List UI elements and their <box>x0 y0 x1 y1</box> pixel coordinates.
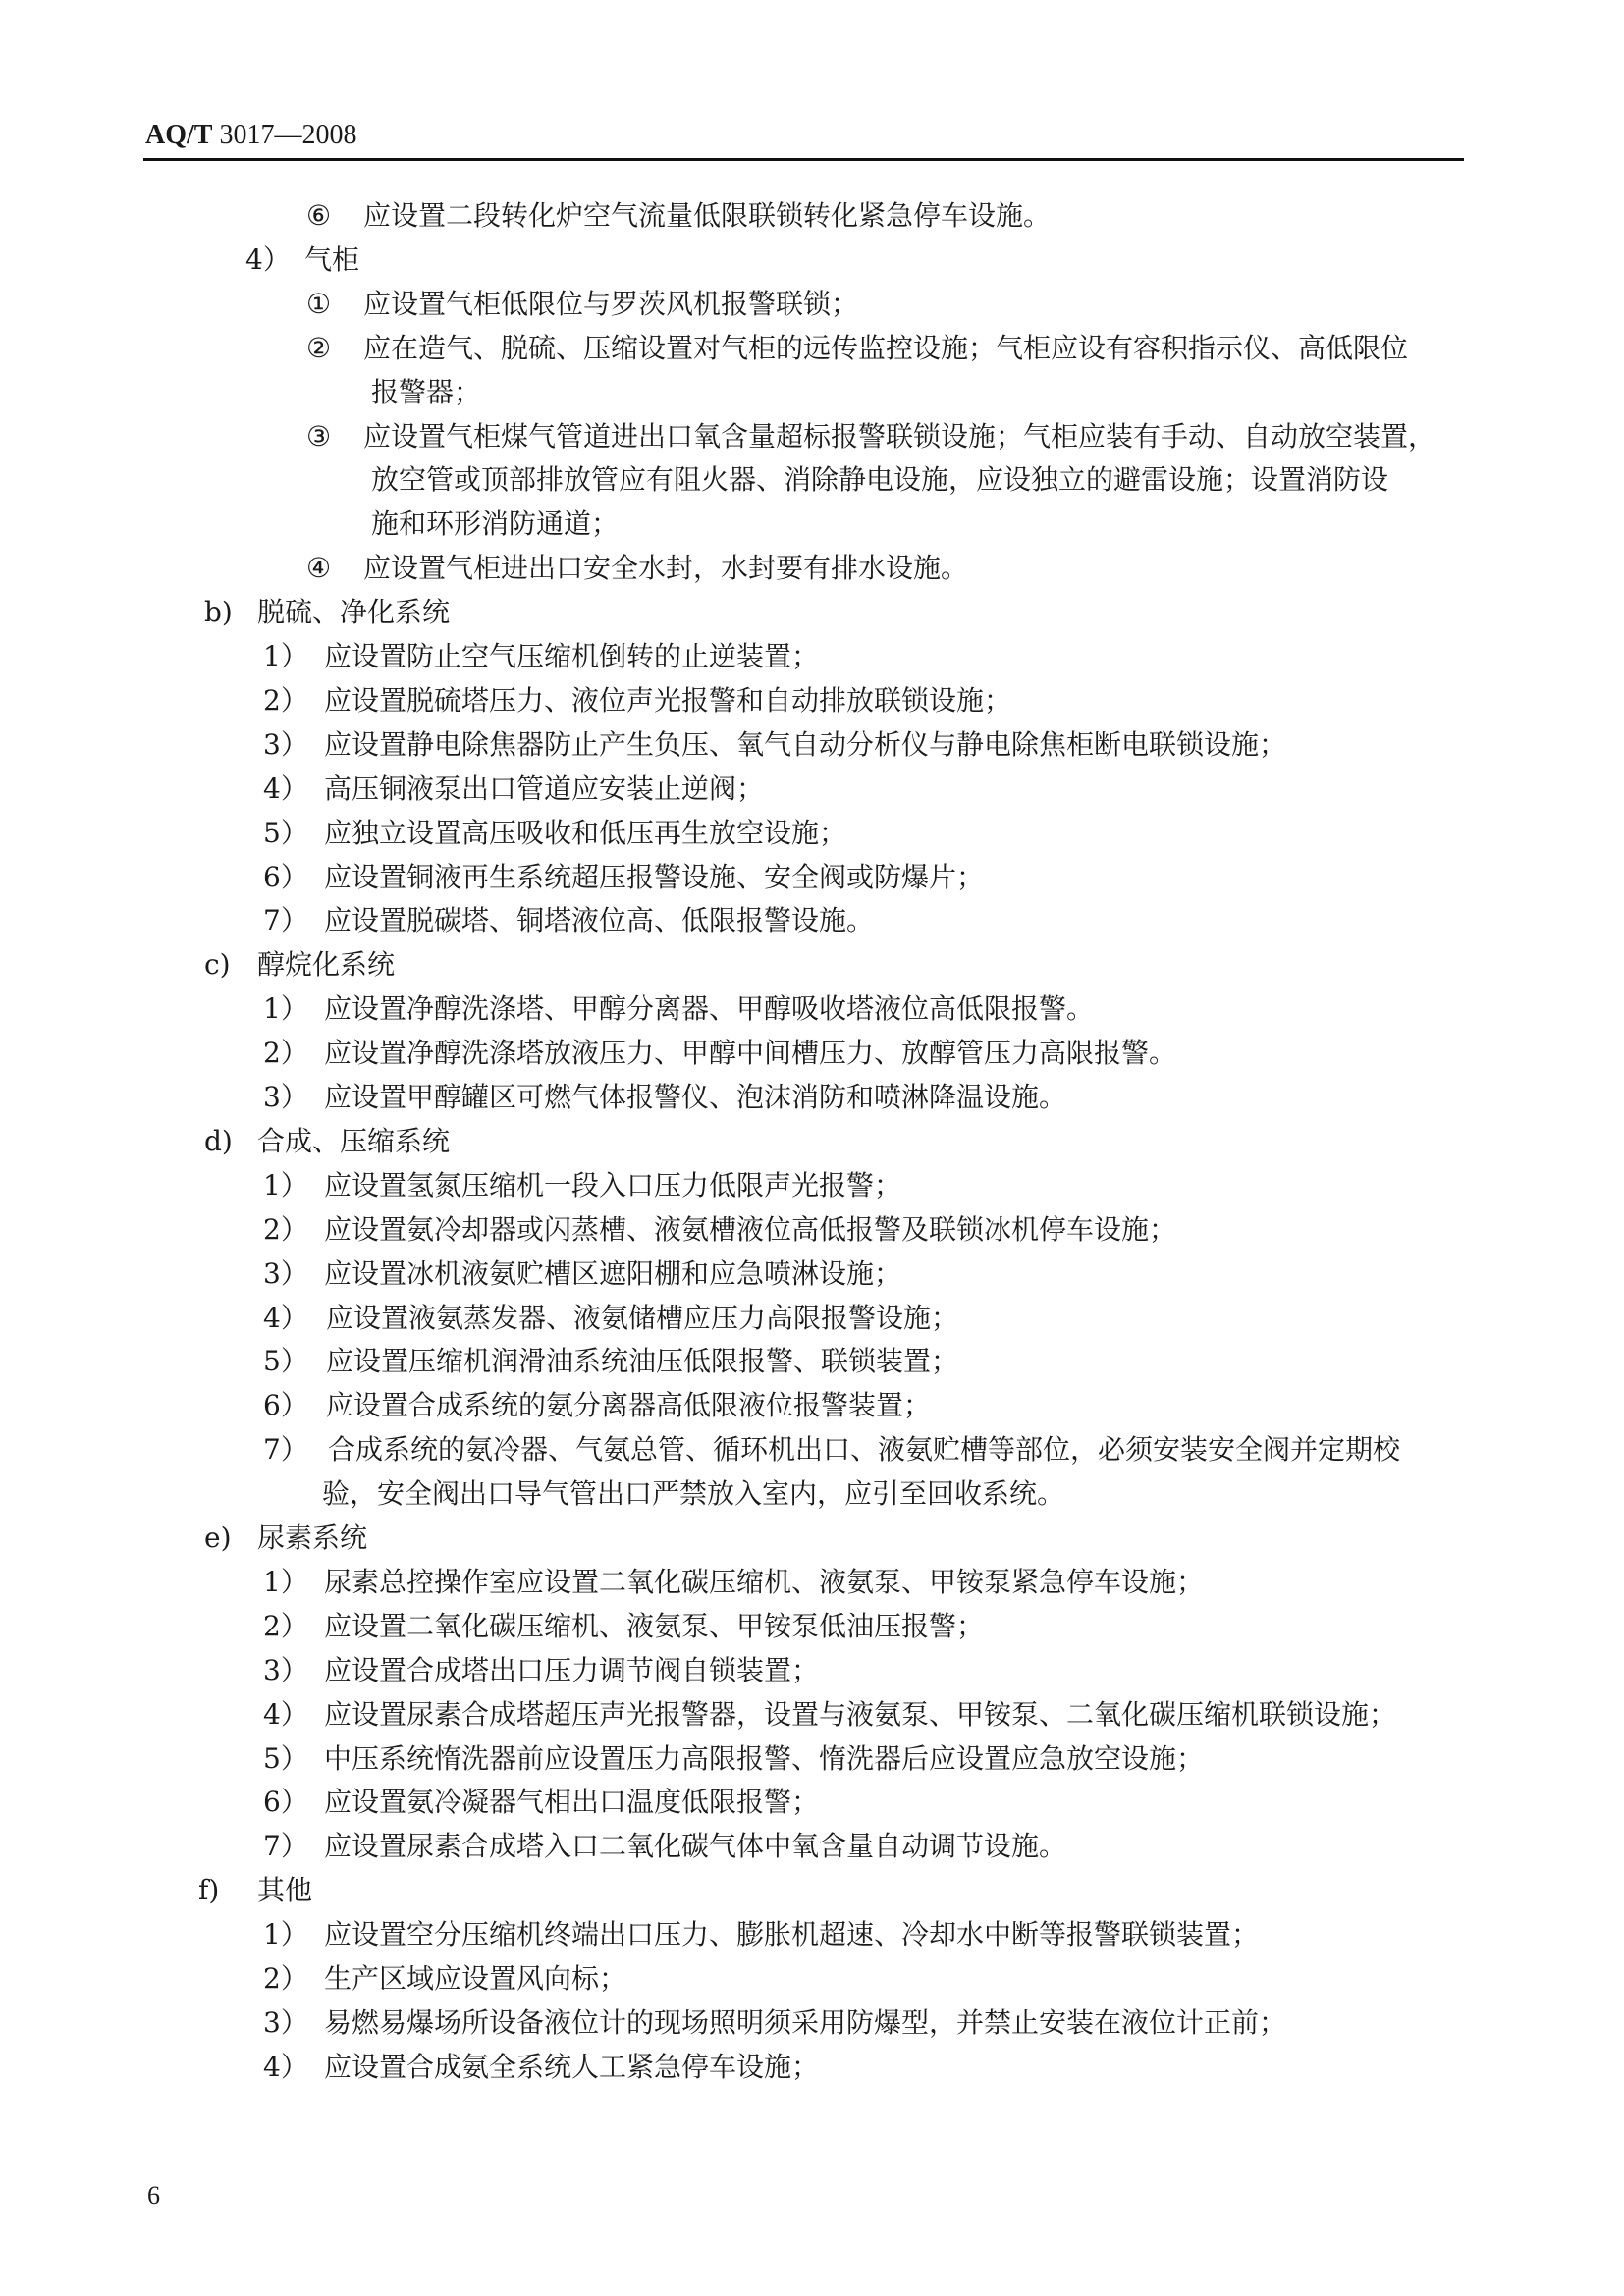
list-item-text: 应设置气柜煤气管道进出口氧含量超标报警联锁设施；气柜应装有手动、自动放空装置， <box>363 420 1436 453</box>
list-marker: 2） <box>263 1213 308 1246</box>
list-item-text: 施和环形消防通道； <box>371 507 620 540</box>
list-item-text: 应设置氢氮压缩机一段入口压力低限声光报警； <box>324 1169 902 1201</box>
page-number: 6 <box>147 2181 160 2210</box>
list-item-text: 应设置空分压缩机终端出口压力、膨胀机超速、冷却水中断等报警联锁装置； <box>324 1918 1260 1950</box>
list-item-text: 应设置防止空气压缩机倒转的止逆装置； <box>324 640 820 672</box>
list-marker: 4） <box>245 243 291 276</box>
list-marker: e) <box>204 1522 232 1554</box>
list-item-text: 尿素总控操作室应设置二氧化碳压缩机、液氨泵、甲铵泵紧急停车设施； <box>324 1566 1205 1598</box>
list-item-text: 应设置气柜进出口安全水封，水封要有排水设施。 <box>363 552 969 584</box>
list-item-text: 应设置液氨蒸发器、液氨储槽应压力高限报警设施； <box>326 1302 959 1334</box>
list-marker: b) <box>204 596 233 628</box>
standard-code: AQ/T <box>145 120 213 150</box>
list-marker: 4） <box>263 1698 308 1731</box>
list-marker: 3） <box>263 1081 308 1113</box>
document-header <box>145 120 356 151</box>
list-item-text: 尿素系统 <box>257 1522 368 1554</box>
list-item-text: 报警器； <box>371 376 482 408</box>
list-marker: 5） <box>263 1742 308 1775</box>
list-marker: f) <box>198 1874 220 1906</box>
standard-number: 3017—2008 <box>219 120 357 150</box>
list-item-text: 气柜 <box>304 243 360 276</box>
header-rule <box>143 158 1464 161</box>
list-item-text: 应设置气柜低限位与罗茨风机报警联锁； <box>363 288 859 320</box>
list-item-text: 脱硫、净化系统 <box>257 596 451 628</box>
list-item-text: 应设置二氧化碳压缩机、液氨泵、甲铵泵低油压报警； <box>324 1610 985 1642</box>
list-item-text: 应在造气、脱硫、压缩设置对气柜的远传监控设施；气柜应设有容积指示仪、高低限位 <box>363 332 1409 364</box>
list-marker: 7） <box>263 904 308 936</box>
list-item-text: 应设置氨冷凝器气相出口温度低限报警； <box>324 1786 820 1818</box>
list-marker: 4） <box>263 2051 308 2083</box>
list-marker: 4） <box>263 1302 308 1334</box>
list-marker: 6） <box>263 1786 308 1818</box>
list-marker: 1） <box>263 1169 308 1201</box>
list-item-text: 应设置脱碳塔、铜塔液位高、低限报警设施。 <box>324 904 875 936</box>
list-item-text: 高压铜液泵出口管道应安装止逆阀； <box>324 773 765 805</box>
list-marker: ① <box>306 288 332 320</box>
list-marker: ④ <box>306 552 332 584</box>
list-item-text: 应设置净醇洗涤塔放液压力、甲醇中间槽压力、放醇管压力高限报警。 <box>324 1037 1177 1069</box>
list-marker: 6） <box>263 1389 308 1421</box>
list-marker: 7） <box>263 1433 308 1466</box>
list-marker: 2） <box>263 1037 308 1069</box>
list-marker: 2） <box>263 684 308 717</box>
list-item-text: 其他 <box>257 1874 313 1906</box>
list-item-text: 应设置静电除焦器防止产生负压、氧气自动分析仪与静电除焦柜断电联锁设施； <box>324 728 1287 761</box>
list-item-text: 应设置净醇洗涤塔、甲醇分离器、甲醇吸收塔液位高低限报警。 <box>324 992 1095 1025</box>
list-marker: 2） <box>263 1962 308 1995</box>
list-marker: 3） <box>263 1257 308 1290</box>
list-item-text: 应设置尿素合成塔超压声光报警器，设置与液氨泵、甲铵泵、二氧化碳压缩机联锁设施； <box>324 1698 1397 1731</box>
list-marker: 1） <box>263 1566 308 1598</box>
list-item-text: 应设置合成系统的氨分离器高低限液位报警装置； <box>326 1389 932 1421</box>
list-item-text: 应设置脱硫塔压力、液位声光报警和自动排放联锁设施； <box>324 684 1012 717</box>
list-item-text: 应独立设置高压吸收和低压再生放空设施； <box>324 817 847 849</box>
list-item-text: 应设置氨冷却器或闪蒸槽、液氨槽液位高低报警及联锁冰机停车设施； <box>324 1213 1177 1246</box>
list-item-text: 应设置合成塔出口压力调节阀自锁装置； <box>324 1654 820 1686</box>
list-marker: 3） <box>263 2006 308 2039</box>
list-marker: 4） <box>263 773 308 805</box>
list-marker: ② <box>306 332 332 364</box>
list-item-text: 醇烷化系统 <box>257 948 396 981</box>
list-item-text: 放空管或顶部排放管应有阻火器、消除静电设施，应设独立的避雷设施；设置消防设 <box>371 463 1389 496</box>
list-item-text: 应设置铜液再生系统超压报警设施、安全阀或防爆片； <box>324 861 985 893</box>
list-marker: 1） <box>263 1918 308 1950</box>
list-marker: 6） <box>263 861 308 893</box>
list-marker: 7） <box>263 1830 308 1862</box>
list-item-text: 易燃易爆场所设备液位计的现场照明须采用防爆型，并禁止安装在液位计正前； <box>324 2006 1287 2039</box>
list-marker: ③ <box>306 420 332 453</box>
list-marker: ⑥ <box>306 199 332 232</box>
list-item-text: 应设置尿素合成塔入口二氧化碳气体中氧含量自动调节设施。 <box>324 1830 1067 1862</box>
list-item-text: 验，安全阀出口导气管出口严禁放入室内，应引至回收系统。 <box>322 1477 1065 1510</box>
list-item-text: 合成、压缩系统 <box>257 1125 451 1157</box>
list-marker: 1） <box>263 992 308 1025</box>
list-item-text: 应设置压缩机润滑油系统油压低限报警、联锁装置； <box>326 1345 959 1377</box>
list-item-text: 应设置二段转化炉空气流量低限联锁转化紧急停车设施。 <box>363 199 1052 232</box>
list-item-text: 合成系统的氨冷器、气氨总管、循环机出口、液氨贮槽等部位，必须安装安全阀并定期校 <box>328 1433 1401 1466</box>
list-item-text: 中压系统惰洗器前应设置压力高限报警、惰洗器后应设置应急放空设施； <box>324 1742 1205 1775</box>
list-marker: c) <box>204 948 231 981</box>
list-item-text: 应设置冰机液氨贮槽区遮阳棚和应急喷淋设施； <box>324 1257 902 1290</box>
list-item-text: 生产区域应设置风向标； <box>324 1962 627 1995</box>
list-marker: d) <box>204 1125 233 1157</box>
list-item-text: 应设置甲醇罐区可燃气体报警仪、泡沫消防和喷淋降温设施。 <box>324 1081 1067 1113</box>
list-item-text: 应设置合成氨全系统人工紧急停车设施； <box>324 2051 820 2083</box>
list-marker: 2） <box>263 1610 308 1642</box>
list-marker: 5） <box>263 1345 308 1377</box>
list-marker: 1） <box>263 640 308 672</box>
list-marker: 5） <box>263 817 308 849</box>
list-marker: 3） <box>263 728 308 761</box>
list-marker: 3） <box>263 1654 308 1686</box>
